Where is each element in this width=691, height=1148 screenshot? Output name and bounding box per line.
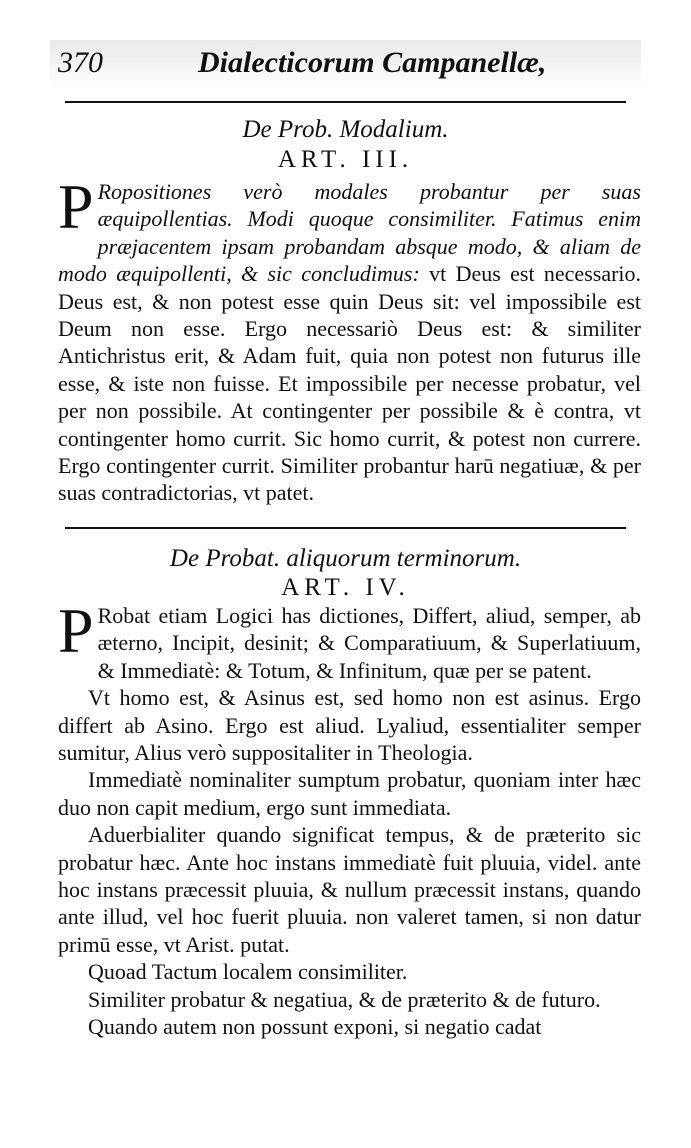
section-heading: De Prob. Modalium. (242, 116, 449, 143)
running-head: Dialecticorum Campanellæ, (198, 46, 547, 79)
paragraph: Immediatè nominaliter sumptum probatur, quoniam inter hæc duo non capit medium, ergo sunt immediata. (58, 767, 641, 820)
drop-cap: P (58, 171, 94, 242)
paragraph: Aduerbialiter quando significat tempus, & de præterito sic probatur hæc. Ante hoc instans immediatè fuit pluuia, videl. ante hoc instans præcessit pluuia, & nullum præcessit instans, quando ante illud, vel hoc fuerit pluuia. non valeret tamen, si non datur primū esse, vt Arist. putat. (58, 822, 641, 957)
paragraph: Quoad Tactum localem consimiliter. (88, 959, 408, 985)
paragraph (58, 595, 641, 684)
section-heading-2: De Probat. aliquorum terminorum. (169, 545, 522, 572)
paragraph: Similiter probatur & negatiua, & de præterito & de futuro. (88, 986, 601, 1012)
section-rule (65, 527, 626, 529)
header-rule (65, 101, 626, 103)
paragraph: Vt homo est, & Asinus est, sed homo non est asinus. Ergo differt ab Asino. Ergo est aliud. Lyaliud, essentialiter semper sumitur, Alius verò suppositaliter in Theologia. (58, 685, 641, 766)
article-number: ART. III. (277, 146, 414, 173)
page-number: 370 (58, 46, 103, 79)
section-body (58, 171, 642, 507)
page-header (50, 40, 641, 90)
body-roman: vt Deus est necessario. Deus est, & non potest esse quin Deus sit: vel impossibile est Deum non esse. Ergo necessariò Deus est: & similiter Antichristus erit, & Adam fuit, quia non potest non futurus ille esse, & iste non fuisse. Et impossibile per necesse probatur, vel per non possibile. At contingenter per possibile & è contra, vt contingenter homo currit. Sic homo currit, & potest non currere. Ergo contingenter currit. Similiter probantur harū negatiuæ, & per suas contradictorias, vt patet. (58, 261, 642, 506)
paragraph: Quando autem non possunt exponi, si negatio cadat (88, 1014, 542, 1040)
drop-cap: P (58, 595, 94, 666)
body-italic: Ropositiones verò modales probantur per suas æquipollentias. Modi quoque consimiliter. Fatimus enim præjacentem ipsam probandam absque modo, & aliam de modo æquipollenti, & sic concludimus: (58, 179, 641, 287)
paragraph-text: Robat etiam Logici has dictiones, Differt, aliud, semper, ab æterno, Incipit, desinit; & Comparatiuum, & Superlatiuum, & Immediatè: & Totum, & Infinitum, quæ per se patent. (97, 603, 641, 683)
section-body-2 (58, 595, 641, 1041)
article-number-2: ART. IV. (281, 574, 410, 601)
